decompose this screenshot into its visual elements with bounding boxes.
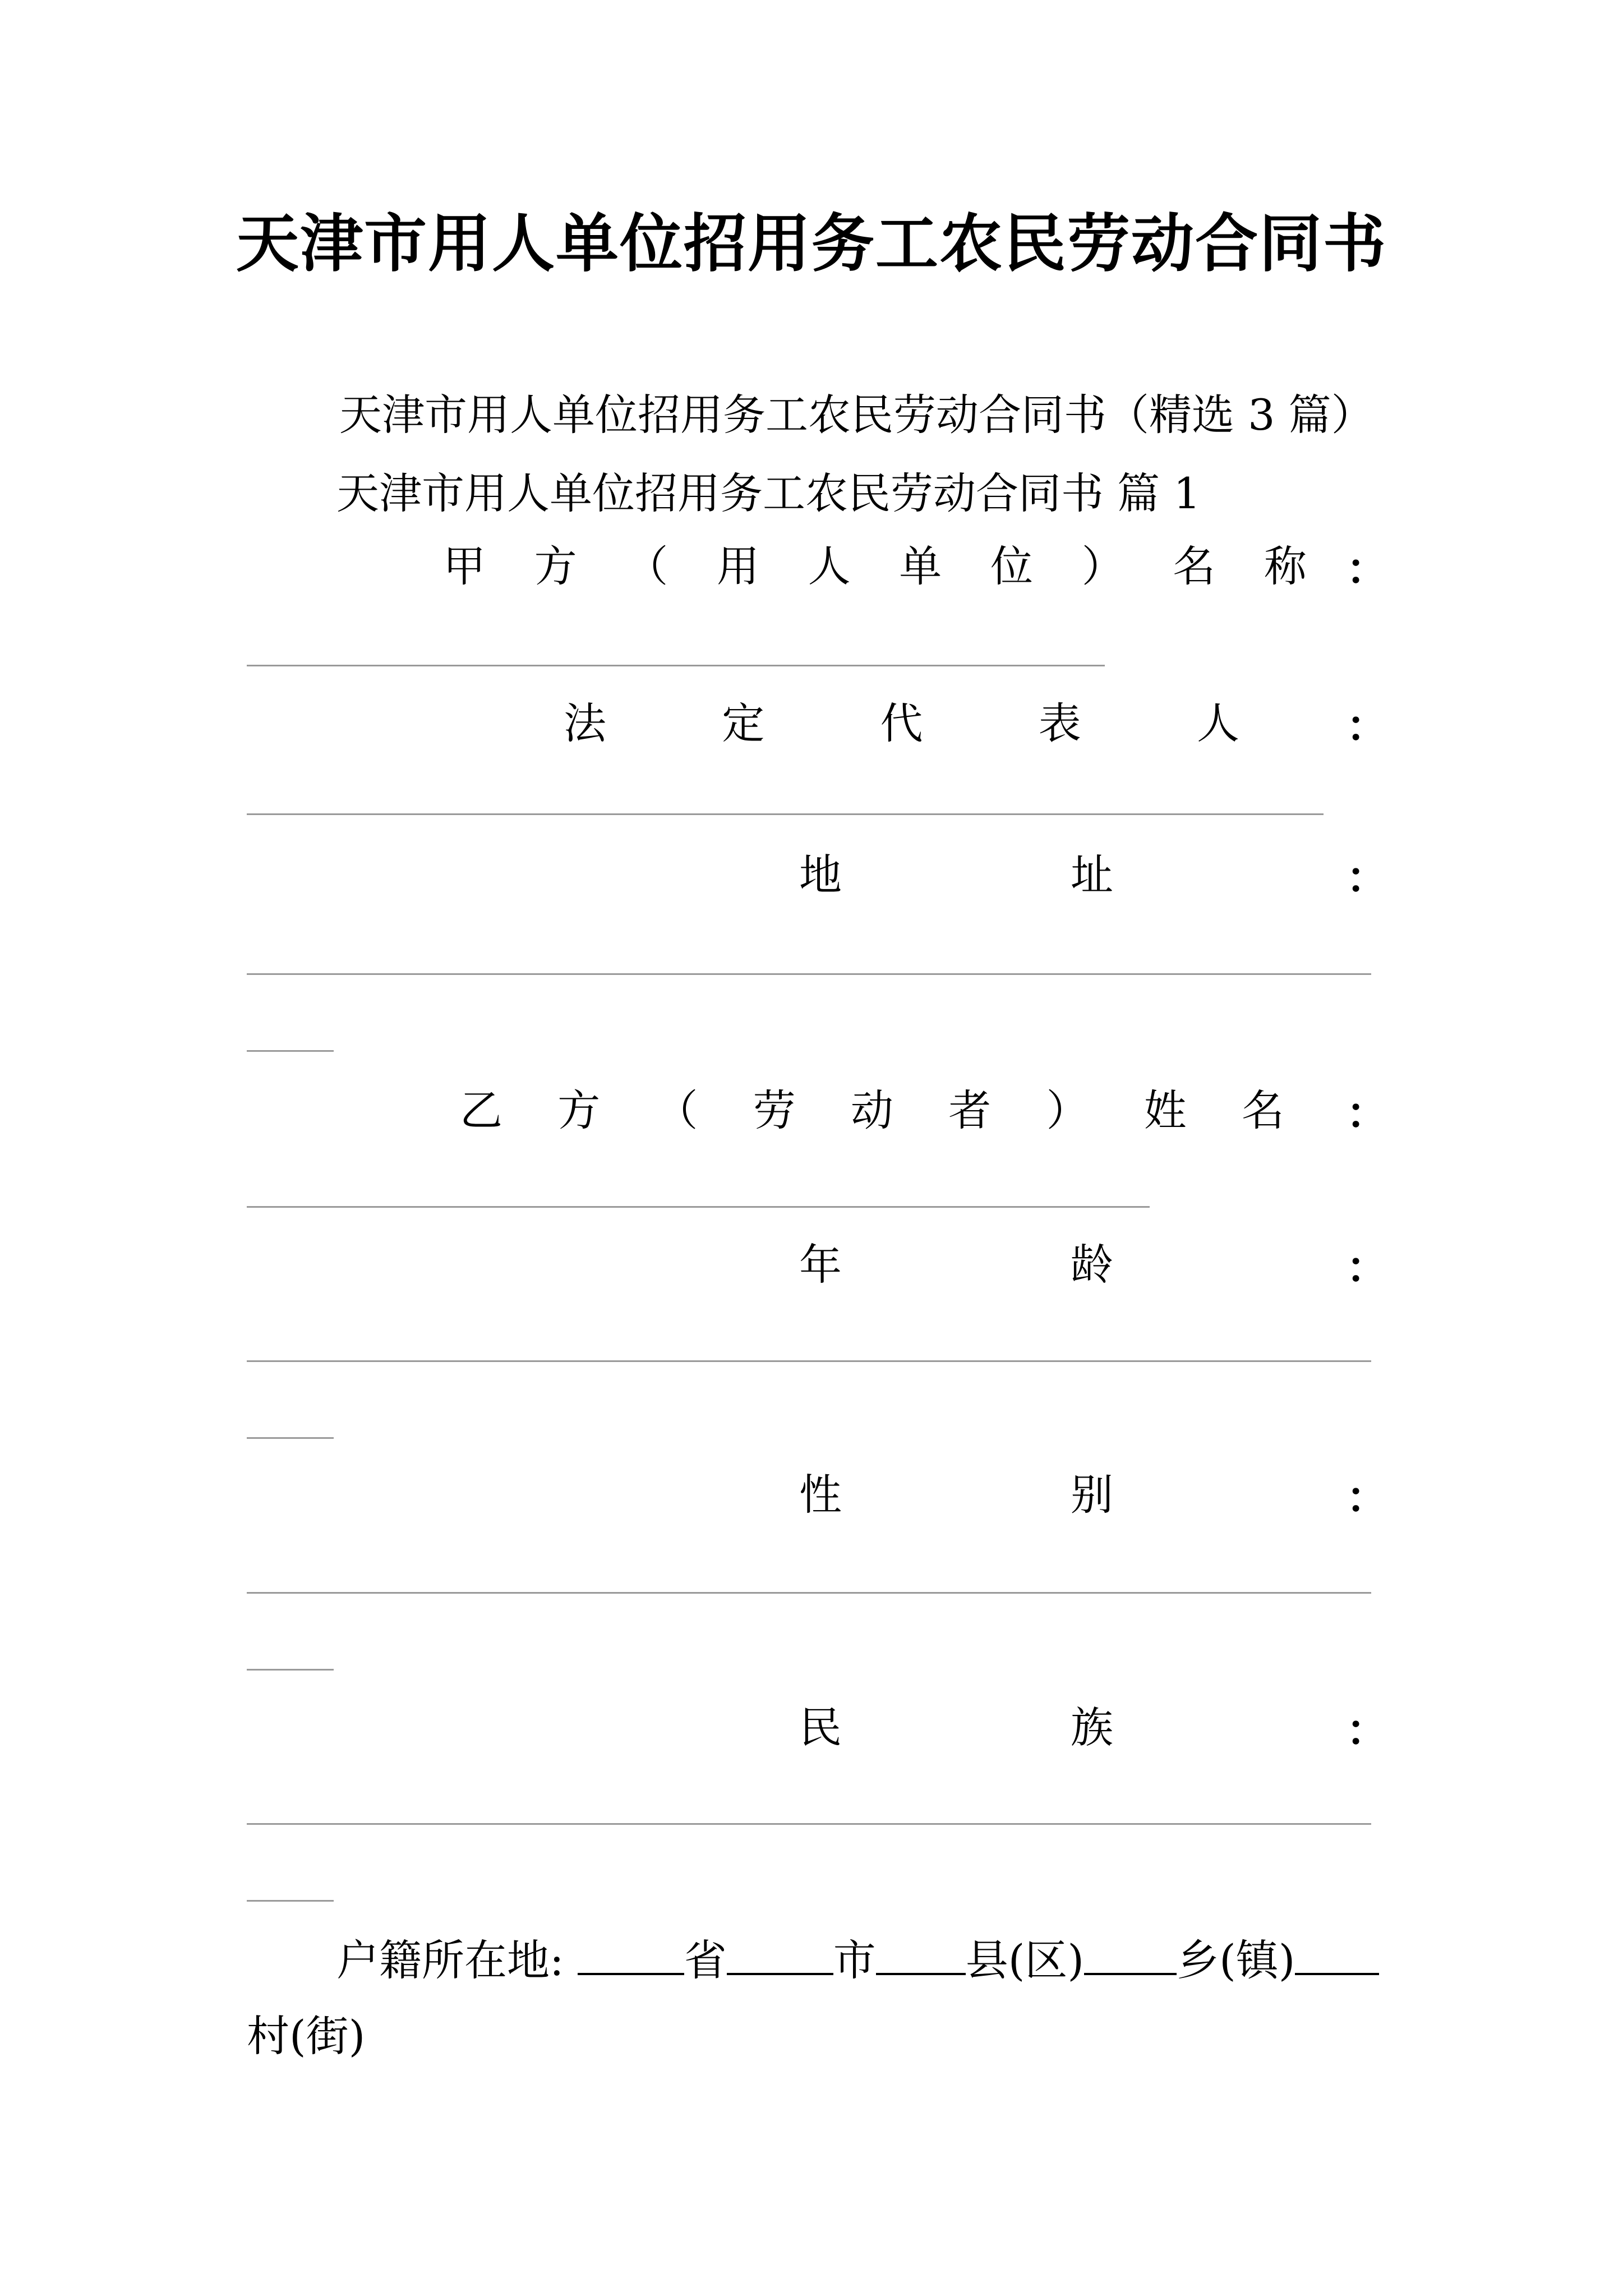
- legal-rep-colon: ：: [1346, 701, 1389, 751]
- county-label: 县(区): [965, 1935, 1085, 1985]
- township-blank[interactable]: [1084, 1934, 1177, 1975]
- province-blank[interactable]: [578, 1934, 684, 1975]
- gender-label: 性 别: [799, 1470, 1113, 1520]
- household-label: 户籍所在地:: [336, 1935, 564, 1985]
- address-field-continued: [247, 1050, 334, 1052]
- village-blank[interactable]: [1295, 1934, 1379, 1975]
- gender-colon: ：: [1346, 1473, 1389, 1522]
- address-label: 地 址: [799, 850, 1113, 900]
- city-blank[interactable]: [727, 1934, 833, 1975]
- party-a-name-label: 甲 方 （ 用 人 单 位 ） 名 称: [443, 541, 1307, 591]
- party-a-name-colon: ：: [1346, 544, 1389, 594]
- household-line: [336, 1932, 1379, 1989]
- ethnicity-colon: ：: [1346, 1705, 1389, 1755]
- township-label: 乡(镇): [1177, 1935, 1295, 1985]
- address-colon: ：: [1346, 853, 1389, 903]
- legal-rep-label: 法 定 代 表 人: [564, 698, 1239, 748]
- ethnicity-field[interactable]: [247, 1823, 1371, 1825]
- province-label: 省: [684, 1935, 727, 1985]
- legal-rep-field[interactable]: [247, 813, 1324, 815]
- ethnicity-label: 民 族: [799, 1703, 1113, 1752]
- gender-field-continued: [247, 1669, 334, 1671]
- address-field[interactable]: [247, 973, 1371, 975]
- county-blank[interactable]: [876, 1934, 966, 1975]
- party-b-name-colon: ：: [1346, 1088, 1389, 1138]
- age-field[interactable]: [247, 1360, 1371, 1362]
- age-label: 年 龄: [799, 1240, 1113, 1290]
- age-colon: ：: [1346, 1243, 1389, 1292]
- party-a-name-field[interactable]: [247, 665, 1105, 666]
- ethnicity-field-continued: [247, 1900, 334, 1902]
- party-b-name-field[interactable]: [247, 1206, 1150, 1208]
- document-subtitle: 天津市用人单位招用务工农民劳动合同书（精选 3 篇）: [339, 390, 1374, 440]
- gender-field[interactable]: [247, 1592, 1371, 1594]
- section-heading: 天津市用人单位招用务工农民劳动合同书 篇 1: [336, 468, 1201, 518]
- party-b-name-label: 乙 方 （ 劳 动 者 ） 姓 名: [460, 1085, 1284, 1135]
- city-label: 市: [833, 1935, 876, 1985]
- document-title: 天津市用人单位招用务工农民劳动合同书: [236, 207, 1387, 280]
- village-label: 村(街): [247, 2011, 366, 2061]
- age-field-continued: [247, 1437, 334, 1439]
